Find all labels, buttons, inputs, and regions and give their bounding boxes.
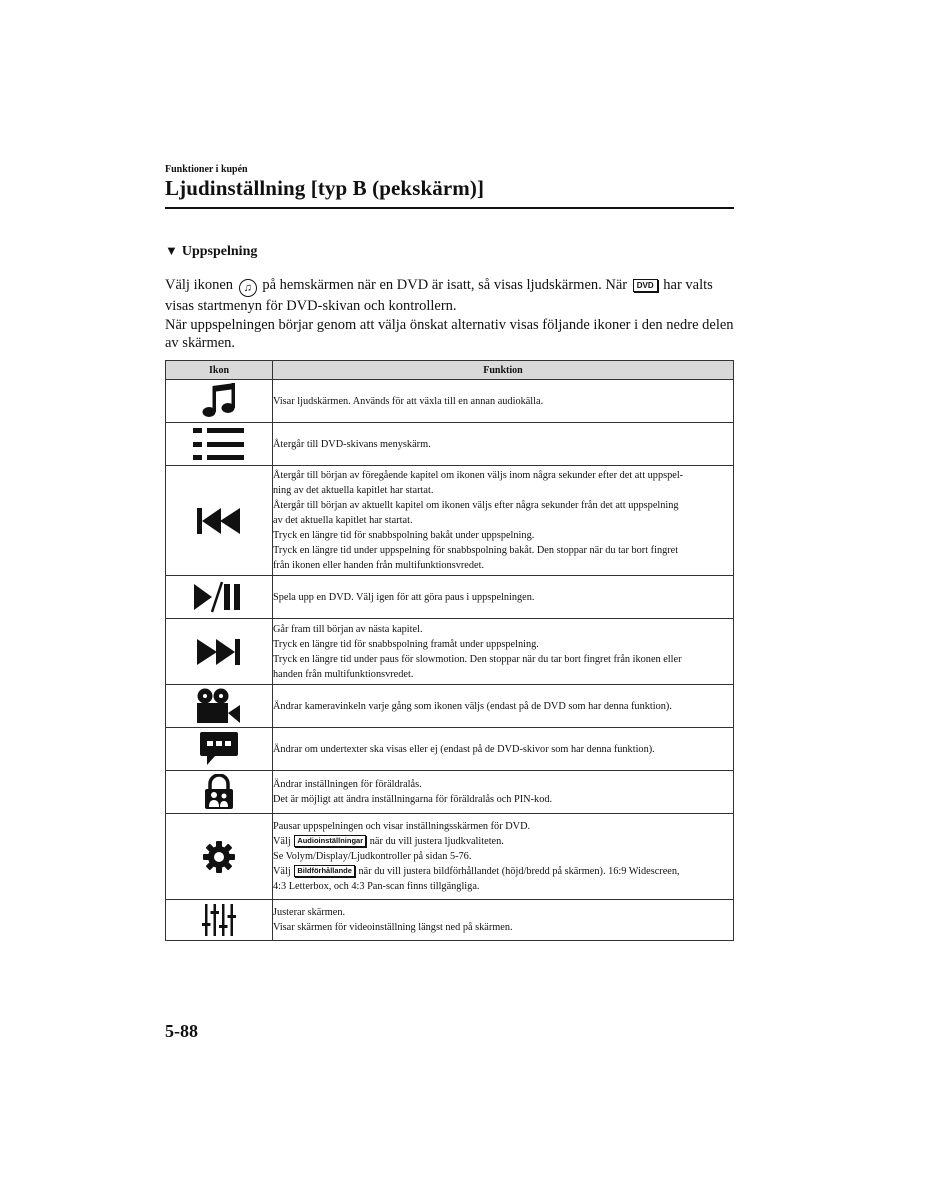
table-row — [166, 814, 734, 900]
table-row — [166, 728, 734, 771]
table-row — [166, 380, 734, 423]
function-text: handen från multifunktionsvredet. — [273, 668, 414, 680]
table-row — [166, 771, 734, 814]
table-row — [166, 423, 734, 466]
picture-after-text: när du vill justera bildförhållandet (höjd/bredd på skärmen). 16:9 Widescreen, — [358, 866, 680, 877]
intro-text-before: Välj ikonen — [165, 277, 234, 293]
function-text: Ändrar om undertexter ska visas eller ej (endast på de DVD-skivor som har denna funktion). — [273, 743, 655, 755]
parental-lock-icon — [204, 774, 234, 810]
function-text: Visar skärmen för videoinställning längst ned på skärmen. — [273, 922, 513, 933]
aspect-ratio-button: Bildförhållande — [294, 865, 355, 877]
camera-angle-icon — [197, 688, 241, 724]
function-text: Ändrar kameravinkeln varje gång som ikonen väljs (endast på de DVD som har denna funktion). — [273, 700, 672, 712]
function-text: ning av det aktuella kapitlet har startat. — [273, 485, 434, 496]
header-icon: Ikon — [166, 361, 273, 380]
function-text-audio — [273, 834, 733, 849]
page-title: Ljudinställning [typ B (pekskärm)] — [165, 176, 485, 200]
audio-after-text: när du vill justera ljudkvaliteten. — [369, 836, 504, 847]
subsection-heading — [165, 243, 257, 260]
function-text: Se Volym/Display/Ljudkontroller på sidan 5-76. — [273, 851, 472, 862]
intro-text — [165, 276, 735, 353]
intro-text-middle: på hemskärmen när en DVD är isatt, så visas ljudskärmen. När — [262, 277, 628, 293]
play-pause-icon — [194, 581, 244, 613]
intro-paragraph-1 — [165, 276, 735, 316]
subtitle-icon — [199, 731, 239, 767]
function-text: Tryck en längre tid för snabbspolning framåt under uppspelning. — [273, 638, 539, 650]
table-row — [166, 619, 734, 685]
intro-paragraph-2: När uppspelningen börjar genom att välja önskat alternativ visas följande ikoner i den nedre delen av skärmen. — [165, 316, 734, 351]
music-note-inline-icon: ♫ — [239, 279, 257, 297]
page-number: 5-88 — [165, 1021, 198, 1041]
icon-function-table — [165, 360, 734, 941]
skip-forward-icon — [197, 639, 241, 665]
function-text: Spela upp en DVD. Välj igen för att göra paus i uppspelningen. — [273, 591, 535, 603]
adjust-sliders-icon — [202, 903, 236, 937]
table-header-row — [166, 361, 734, 380]
table-row — [166, 900, 734, 941]
triangle-marker-icon: ▼ — [165, 243, 178, 258]
audio-settings-button: Audioinställningar — [294, 835, 366, 847]
function-text: från ikonen eller handen från multifunktionsvredet. — [273, 560, 485, 571]
section-label: Funktioner i kupén — [165, 164, 248, 175]
function-text: Går fram till början av nästa kapitel. — [273, 623, 423, 635]
header-function: Funktion — [273, 361, 734, 380]
menu-list-icon — [193, 427, 245, 461]
music-note-icon — [201, 382, 237, 420]
function-text: Tryck en längre tid under uppspelning för snabbspolning bakåt. Den stoppar när du tar bort fingret — [273, 545, 679, 556]
choose-word: Välj — [273, 866, 291, 877]
table-row — [166, 466, 734, 576]
table-row — [166, 685, 734, 728]
title-divider — [165, 207, 734, 209]
function-text: Visar ljudskärmen. Används för att växla till en annan audiokälla. — [273, 395, 544, 407]
function-text: Ändrar inställningen för föräldralås. — [273, 779, 422, 790]
function-text: Pausar uppspelningen och visar inställningsskärmen för DVD. — [273, 821, 531, 832]
choose-word: Välj — [273, 836, 291, 847]
settings-gear-icon — [203, 841, 235, 873]
skip-back-icon — [197, 508, 241, 534]
function-text-picture — [273, 864, 733, 879]
intro-text-after: har valts visas startmenyn för DVD-skivan och kontrollern. — [165, 277, 713, 314]
function-text: av det aktuella kapitlet har startat. — [273, 515, 413, 526]
function-text: Tryck en längre tid under paus för slowmotion. Den stoppar när du tar bort fingret från ikonen eller — [273, 653, 682, 665]
function-text: Återgår till DVD-skivans menyskärm. — [273, 438, 431, 450]
function-text: 4:3 Letterbox, och 4:3 Pan-scan finns tillgängliga. — [273, 881, 480, 892]
table-row — [166, 576, 734, 619]
function-text: Det är möjligt att ändra inställningarna för föräldralås och PIN-kod. — [273, 794, 553, 805]
function-text: Tryck en längre tid för snabbspolning bakåt under uppspelning. — [273, 530, 535, 541]
dvd-button-label: DVD — [633, 279, 658, 292]
subsection-title: Uppspelning — [181, 244, 258, 259]
function-text: Justerar skärmen. — [273, 907, 346, 918]
function-text: Återgår till början av aktuellt kapitel om ikonen väljs efter några sekunder från det att uppspelning — [273, 500, 679, 511]
function-text: Återgår till början av föregående kapitel om ikonen väljs inom några sekunder efter det att uppspel- — [273, 470, 684, 481]
